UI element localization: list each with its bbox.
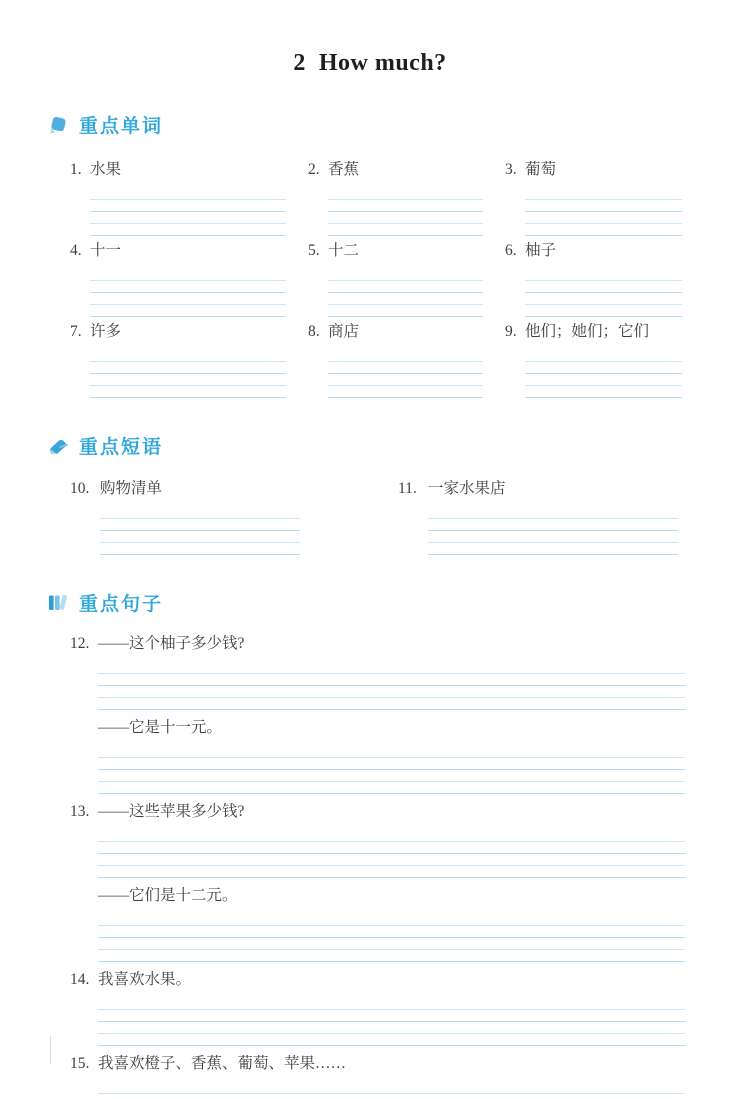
item-text: ——这些苹果多少钱? — [98, 803, 245, 820]
writing-line — [98, 866, 685, 878]
writing-line — [90, 224, 286, 236]
writing-line — [98, 926, 685, 938]
sentence-item-13-question — [70, 802, 685, 878]
writing-line — [98, 686, 685, 698]
writing-line — [328, 281, 483, 293]
writing-line — [98, 854, 685, 866]
writing-line — [525, 212, 682, 224]
item-text: 葡萄 — [525, 161, 557, 178]
word-item-5 — [308, 241, 505, 317]
writing-line — [428, 543, 678, 555]
writing-line — [90, 212, 286, 224]
item-text: ——它们是十二元。 — [98, 887, 238, 904]
word-label — [505, 160, 690, 180]
writing-line — [525, 350, 682, 362]
writing-line — [90, 293, 286, 305]
writing-line — [100, 507, 300, 519]
item-number: 6. — [505, 242, 517, 259]
word-item-4 — [70, 241, 308, 317]
writing-line — [98, 998, 685, 1010]
item-number: 4. — [70, 242, 82, 259]
writing-line — [90, 362, 286, 374]
writing-line — [90, 305, 286, 317]
writing-line — [525, 374, 682, 386]
writing-line — [525, 305, 682, 317]
page-title: 2 How much? — [293, 50, 447, 76]
phrase-grid — [70, 479, 690, 555]
writing-line — [98, 782, 685, 794]
writing-line — [525, 281, 682, 293]
writing-lines — [98, 998, 685, 1046]
writing-line — [328, 350, 483, 362]
writing-lines — [98, 746, 685, 794]
sentence-label — [70, 1054, 685, 1074]
item-text: 香蕉 — [328, 161, 360, 178]
word-item-9 — [505, 322, 690, 398]
writing-line — [90, 281, 286, 293]
writing-lines — [100, 507, 300, 555]
writing-line — [428, 519, 678, 531]
writing-line — [98, 950, 685, 962]
scan-edge-mark — [50, 1036, 51, 1064]
writing-line — [90, 188, 286, 200]
item-number: 13. — [70, 803, 90, 820]
item-text: 水果 — [90, 161, 122, 178]
section-words-header — [46, 111, 740, 138]
writing-lines — [90, 350, 286, 398]
writing-line — [98, 674, 685, 686]
word-label — [505, 241, 690, 261]
item-text: 购物清单 — [100, 480, 163, 497]
book-pen-icon — [46, 435, 70, 457]
item-number: 10. — [70, 480, 90, 497]
item-text: 十二 — [328, 242, 360, 259]
writing-lines — [98, 830, 685, 878]
writing-line — [98, 938, 685, 950]
writing-line — [100, 543, 300, 555]
item-text: ——它是十一元。 — [98, 719, 223, 736]
writing-line — [98, 758, 685, 770]
item-text: 我喜欢橙子、香蕉、葡萄、苹果…… — [98, 1055, 347, 1072]
item-number: 8. — [308, 323, 320, 340]
item-text: 柚子 — [525, 242, 557, 259]
item-number: 5. — [308, 242, 320, 259]
item-text: 他们；她们；它们 — [525, 323, 650, 340]
writing-lines — [90, 269, 286, 317]
word-label — [505, 322, 690, 342]
item-number: 2. — [308, 161, 320, 178]
writing-line — [98, 914, 685, 926]
item-number: 15. — [70, 1055, 90, 1072]
writing-line — [525, 386, 682, 398]
writing-line — [98, 770, 685, 782]
writing-line — [328, 293, 483, 305]
writing-lines — [98, 1082, 685, 1099]
word-item-1 — [70, 160, 308, 236]
item-text: 十一 — [90, 242, 122, 259]
writing-line — [90, 200, 286, 212]
writing-lines — [428, 507, 678, 555]
sentence-label — [70, 802, 685, 822]
sentence-item-12-question — [70, 634, 685, 710]
item-number: 1. — [70, 161, 82, 178]
writing-line — [328, 362, 483, 374]
sentence-item-13-answer — [70, 886, 685, 962]
word-item-2 — [308, 160, 505, 236]
section-phrases — [0, 432, 740, 555]
item-text: ——这个柚子多少钱? — [98, 635, 245, 652]
writing-line — [328, 305, 483, 317]
writing-line — [100, 519, 300, 531]
sentence-label — [70, 634, 685, 654]
word-label — [308, 160, 505, 180]
word-label — [308, 241, 505, 261]
word-label — [70, 160, 308, 180]
word-grid — [70, 160, 690, 398]
writing-line — [98, 1082, 685, 1094]
writing-line — [428, 531, 678, 543]
writing-line — [98, 662, 685, 674]
writing-line — [90, 269, 286, 281]
item-number: 9. — [505, 323, 517, 340]
writing-lines — [525, 188, 682, 236]
writing-line — [428, 507, 678, 519]
phrase-item-11 — [398, 479, 690, 555]
writing-lines — [525, 350, 682, 398]
writing-line — [328, 386, 483, 398]
section-words — [0, 111, 740, 398]
writing-line — [98, 830, 685, 842]
writing-line — [90, 350, 286, 362]
section-phrases-title: 重点短语 — [79, 437, 164, 458]
writing-lines — [328, 350, 483, 398]
item-text: 我喜欢水果。 — [98, 971, 192, 988]
phrase-label — [398, 479, 690, 499]
word-item-7 — [70, 322, 308, 398]
writing-line — [98, 1010, 685, 1022]
writing-line — [98, 1022, 685, 1034]
item-number: 14. — [70, 971, 90, 988]
word-item-8 — [308, 322, 505, 398]
writing-line — [90, 386, 286, 398]
bookshelf-icon — [46, 592, 70, 614]
sentence-item-15 — [70, 1054, 685, 1099]
phrase-label — [70, 479, 398, 499]
writing-line — [328, 224, 483, 236]
item-text: 一家水果店 — [428, 480, 506, 497]
writing-line — [328, 200, 483, 212]
phrase-item-10 — [70, 479, 398, 555]
pencil-badge-icon — [46, 114, 70, 136]
sentence-label — [98, 886, 685, 906]
writing-lines — [98, 914, 685, 962]
writing-lines — [90, 188, 286, 236]
writing-line — [98, 1094, 685, 1099]
item-number: 3. — [505, 161, 517, 178]
section-phrases-header — [46, 432, 740, 459]
writing-line — [525, 362, 682, 374]
word-label — [70, 241, 308, 261]
section-sentences-title: 重点句子 — [79, 594, 164, 615]
writing-line — [525, 188, 682, 200]
writing-line — [100, 531, 300, 543]
sentence-list — [70, 634, 685, 1099]
writing-line — [328, 188, 483, 200]
writing-line — [328, 212, 483, 224]
writing-line — [90, 374, 286, 386]
writing-line — [98, 1034, 685, 1046]
sentence-label — [98, 718, 685, 738]
item-text: 许多 — [90, 323, 122, 340]
writing-line — [525, 224, 682, 236]
writing-lines — [328, 269, 483, 317]
writing-line — [98, 746, 685, 758]
writing-line — [525, 269, 682, 281]
writing-line — [525, 200, 682, 212]
sentence-item-12-answer — [70, 718, 685, 794]
section-sentences — [0, 589, 740, 1099]
writing-lines — [525, 269, 682, 317]
writing-line — [328, 374, 483, 386]
writing-line — [98, 698, 685, 710]
word-label — [308, 322, 505, 342]
word-item-6 — [505, 241, 690, 317]
section-sentences-header — [46, 589, 740, 616]
word-label — [70, 322, 308, 342]
sentence-item-14 — [70, 970, 685, 1046]
item-number: 7. — [70, 323, 82, 340]
writing-line — [328, 269, 483, 281]
item-number: 11. — [398, 480, 417, 497]
item-number: 12. — [70, 635, 90, 652]
writing-line — [98, 842, 685, 854]
sentence-label — [70, 970, 685, 990]
item-text: 商店 — [328, 323, 360, 340]
section-words-title: 重点单词 — [79, 116, 164, 137]
writing-lines — [328, 188, 483, 236]
writing-line — [525, 293, 682, 305]
word-item-3 — [505, 160, 690, 236]
writing-lines — [98, 662, 685, 710]
